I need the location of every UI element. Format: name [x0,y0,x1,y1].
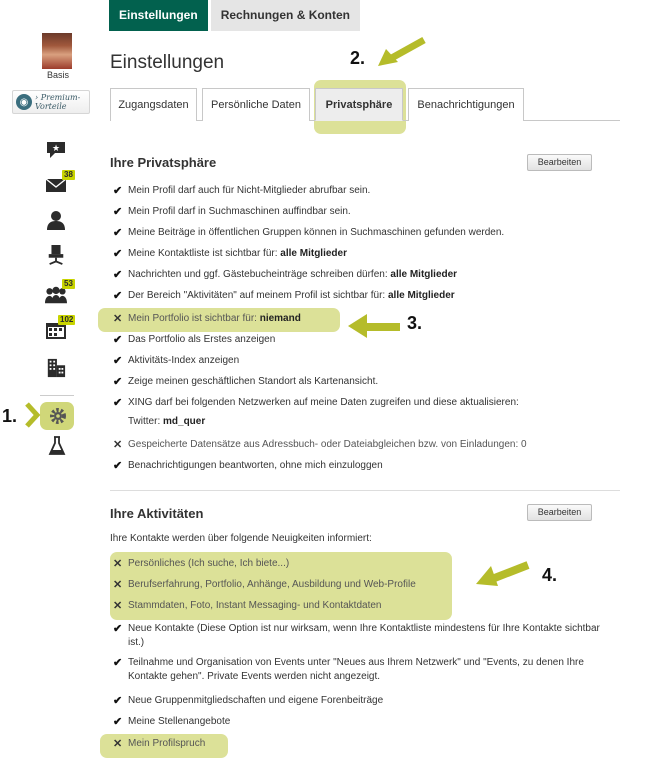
activities-edit-button[interactable]: Bearbeiten [527,504,592,521]
activities-section-title: Ihre Aktivitäten [110,506,204,521]
section-divider [110,490,620,491]
setting-text [113,268,613,282]
setting-label: Neue Gruppenmitgliedschaften und eigene Forenbeiträge [128,695,384,706]
checkmark-icon: ✔ [113,376,123,388]
checkmark-icon: ✔ [113,397,123,409]
rail-divider [40,395,74,396]
speech-bubble-icon[interactable] [45,140,67,160]
setting-label: Meine Stellenangebote [128,716,231,727]
company-icon[interactable] [45,358,67,378]
subtab-persoenliche-daten[interactable]: Persönliche Daten [202,88,310,121]
cross-icon: ✕ [113,738,123,750]
gear-icon[interactable] [47,406,69,426]
setting-label: Meine Beiträge in öffentlichen Gruppen können in Suchmaschinen gefunden werden. [128,227,505,238]
checkmark-icon: ✔ [113,185,123,197]
callout-4-arrow [474,559,530,589]
cross-icon: ✕ [113,439,123,451]
setting-label: Neue Kontakte (Diese Option ist nur wirksam, wenn Ihre Kontaktliste mindestens für Ihre Kontakte sichtbar ist.) [128,623,600,648]
setting-text [113,737,613,751]
setting-label: Das Portfolio als Erstes anzeigen [128,334,276,345]
setting-text [113,715,613,729]
page-title: Einstellungen [110,52,225,73]
setting-label: Teilnahme und Organisation von Events unter "Neues aus Ihrem Netzwerk" und "Events, zu denen Ihre Kontakte gehen". Private Events werden nicht angezeigt. [128,657,584,682]
setting-row [113,226,613,240]
checkmark-icon: ✔ [113,657,123,669]
privacy-edit-button[interactable]: Bearbeiten [527,154,592,171]
cross-icon: ✕ [113,558,123,570]
setting-value: alle Mitglieder [387,290,455,301]
checkmark-icon: ✔ [113,227,123,239]
setting-row [113,438,613,452]
setting-text [113,459,613,473]
setting-row [113,578,613,592]
setting-row [113,289,613,303]
setting-text [113,184,613,198]
chair-icon[interactable] [45,245,67,265]
setting-label: Gespeicherte Datensätze aus Adressbuch- oder Dateiabgleichen bzw. von Einladungen: 0 [128,439,527,450]
setting-row [113,656,613,684]
checkmark-icon: ✔ [113,269,123,281]
setting-text [113,622,613,650]
callout-2: 2. [350,48,366,68]
checkmark-icon: ✔ [113,248,123,260]
subtab-privatsphaere[interactable]: Privatsphäre [315,88,403,121]
membership-label: Basis [47,70,70,80]
setting-text [113,354,613,368]
setting-value: alle Mitglieder [390,269,458,280]
setting-text [113,396,613,410]
top-tab-bar [109,0,360,31]
setting-value: niemand [259,313,301,324]
setting-row [113,459,613,473]
setting-text [113,557,613,571]
setting-text [113,599,613,613]
cross-icon: ✕ [113,313,123,325]
setting-label: Meine Kontaktliste ist sichtbar für: [128,248,281,259]
checkmark-icon: ✔ [113,206,123,218]
avatar[interactable] [42,33,72,69]
cross-icon: ✕ [113,600,123,612]
setting-row [113,599,613,613]
setting-label: Mein Profilspruch [128,738,206,749]
messages-badge: 38 [64,170,73,179]
checkmark-icon: ✔ [113,460,123,472]
setting-row [113,354,613,368]
callout-1: 1. [2,406,18,426]
setting-label: Mein Profil darf auch für Nicht-Mitglieder abrufbar sein. [128,185,371,196]
checkmark-icon: ✔ [113,623,123,635]
setting-label: Persönliches (Ich suche, Ich biete...) [128,558,290,569]
setting-label: Mein Portfolio ist sichtbar für: [128,313,260,324]
setting-label: Twitter: [128,416,164,427]
contact-icon[interactable] [45,210,67,230]
premium-button[interactable] [12,90,90,114]
activities-intro: Ihre Kontakte werden über folgende Neuigkeiten informiert: [110,533,372,544]
tab-settings[interactable]: Einstellungen [109,0,208,31]
callout-1-arrow [25,402,47,428]
setting-row [113,715,613,729]
setting-row [113,694,613,708]
setting-row [113,737,613,751]
setting-label: Stammdaten, Foto, Instant Messaging- und Kontaktdaten [128,600,382,611]
setting-row [113,622,613,650]
setting-row [113,557,613,571]
setting-label: Der Bereich "Aktivitäten" auf meinem Profil ist sichtbar für: [128,290,388,301]
checkmark-icon: ✔ [113,355,123,367]
events-badge: 102 [60,315,74,324]
callout-3: 3. [407,313,423,333]
setting-text [113,656,613,684]
setting-value: alle Mitglieder [280,248,347,259]
setting-label: Aktivitäts-Index anzeigen [128,355,240,366]
setting-label: Benachrichtigungen beantworten, ohne mich einzuloggen [128,460,383,471]
callout-4: 4. [542,565,558,585]
left-sidebar [0,0,100,760]
premium-line-2: Vorteile [35,102,67,111]
privacy-section-title: Ihre Privatsphäre [110,155,217,170]
setting-text [113,438,613,452]
setting-row [113,205,613,219]
setting-row [113,268,613,282]
setting-row [113,247,613,261]
setting-label: Nachrichten und ggf. Gästebucheinträge schreiben dürfen: [128,269,391,280]
setting-text [113,247,613,261]
setting-text [113,205,613,219]
groups-badge: 53 [64,279,73,288]
checkmark-icon: ✔ [113,695,123,707]
setting-text [113,415,613,429]
tab-billing[interactable]: Rechnungen & Konten [211,0,360,31]
setting-text [113,289,613,303]
setting-row [113,415,613,429]
checkmark-icon: ✔ [113,716,123,728]
callout-2-arrow [374,36,428,70]
setting-label: Zeige meinen geschäftlichen Standort als Kartenansicht. [128,376,379,387]
setting-label: XING darf bei folgenden Netzwerken auf meine Daten zugreifen und diese aktualisieren: [128,397,519,408]
lab-flask-icon[interactable] [46,436,68,456]
setting-text [113,226,613,240]
setting-text [113,694,613,708]
subtab-zugangsdaten[interactable]: Zugangsdaten [110,88,197,121]
settings-subtabs [110,88,620,121]
setting-row [113,396,613,410]
setting-value: md_quer [163,416,206,427]
svg-text:★: ★ [51,144,61,154]
subtab-benachrichtigungen[interactable]: Benachrichtigungen [408,88,524,121]
setting-text [113,375,613,389]
cross-icon: ✕ [113,579,123,591]
checkmark-icon: ✔ [113,334,123,346]
setting-label: Berufserfahrung, Portfolio, Anhänge, Ausbildung und Web-Profile [128,579,416,590]
globe-icon: ◉ [16,94,32,110]
setting-text [113,578,613,592]
checkmark-icon: ✔ [113,290,123,302]
callout-3-arrow [346,312,402,340]
setting-row [113,375,613,389]
setting-row [113,184,613,198]
premium-line-1: › Premium- [35,93,81,102]
setting-label: Mein Profil darf in Suchmaschinen auffindbar sein. [128,206,351,217]
